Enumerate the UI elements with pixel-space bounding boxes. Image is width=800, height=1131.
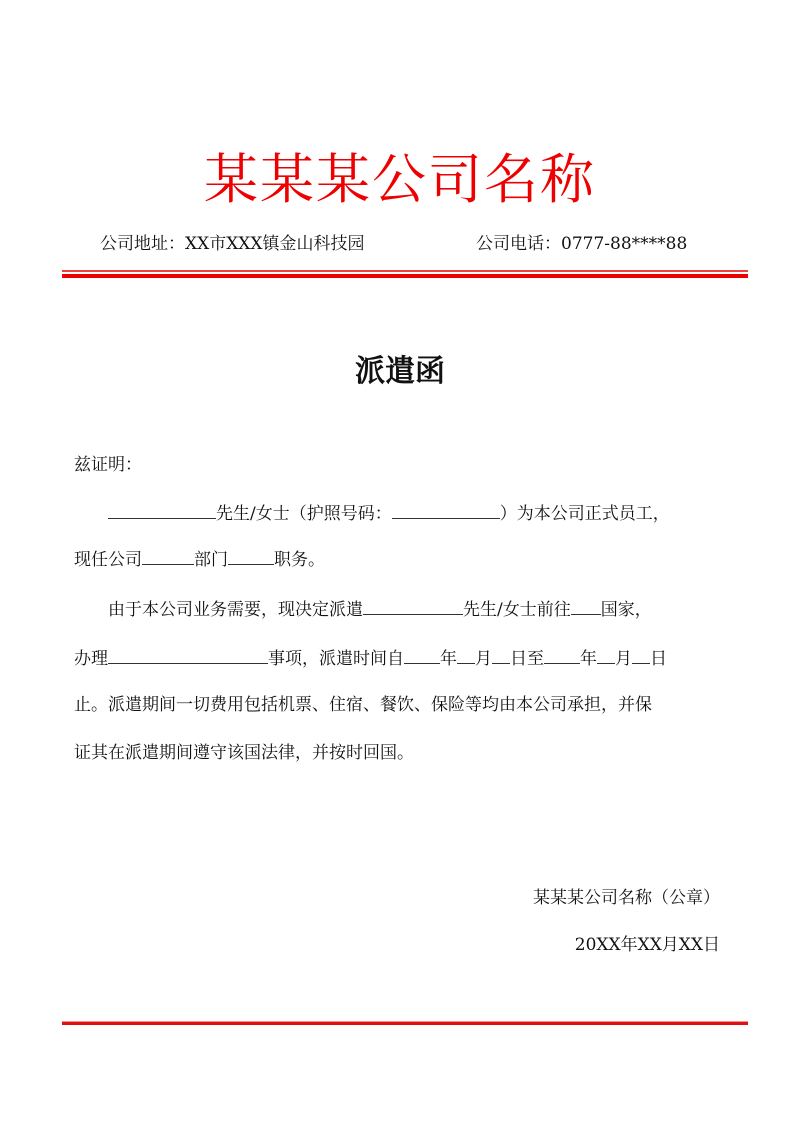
country-blank[interactable] (571, 596, 601, 615)
name-blank[interactable] (108, 500, 216, 519)
start-month-blank[interactable] (457, 645, 475, 664)
paragraph2-line4: 证其在派遣期间遵守该国法律，并按时回国。 (74, 743, 414, 763)
end-year-blank[interactable] (544, 645, 580, 664)
dispatch-name-blank[interactable] (363, 596, 463, 615)
header-divider (62, 270, 748, 278)
paragraph1-line1: 先生/女士（护照号码： ）为本公司正式员工， (74, 500, 768, 526)
paragraph1-line2: 现任公司 部门 职务。 (74, 546, 734, 572)
department-blank[interactable] (142, 546, 194, 565)
start-day-blank[interactable] (492, 645, 510, 664)
date: 20XX年XX月XX日 (574, 935, 720, 955)
paragraph2-line1: 由于本公司业务需要，现决定派遣 先生/女士前往 国家， (74, 596, 768, 622)
document-title: 派遣函 (355, 354, 445, 389)
matter-blank[interactable] (108, 645, 268, 664)
passport-blank[interactable] (392, 500, 500, 519)
company-name: 某某某公司名称 (204, 148, 596, 211)
paragraph2-line3: 止。派遣期间一切费用包括机票、住宿、餐饮、保险等均由本公司承担，并保 (74, 695, 652, 715)
paragraph2-line2: 办理 事项，派遣时间自 年 月 日至 年 月 日 (74, 645, 734, 671)
end-day-blank[interactable] (632, 645, 650, 664)
company-address: 公司地址：XX市XXX镇金山科技园 (100, 234, 365, 254)
position-blank[interactable] (228, 546, 274, 565)
signature: 某某某公司名称（公章） (533, 888, 720, 908)
start-year-blank[interactable] (404, 645, 440, 664)
salutation: 兹证明： (74, 455, 142, 475)
company-phone: 公司电话：0777-88****88 (476, 234, 688, 254)
footer-divider (62, 1021, 748, 1025)
end-month-blank[interactable] (597, 645, 615, 664)
